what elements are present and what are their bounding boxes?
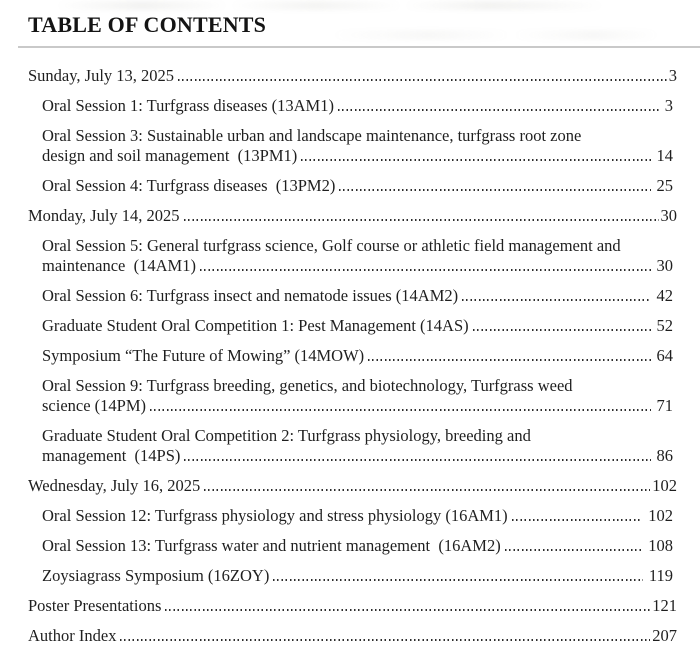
toc-entry-row [42,506,673,526]
toc-entry-row [42,566,673,586]
toc-entry-row [42,396,673,416]
dot-leader [339,189,650,191]
toc-page-number: 64 [656,346,673,365]
toc-entry-row [42,256,673,276]
toc-entry-label: Graduate Student Oral Competition 1: Pest Management (14AS) [42,316,469,335]
toc-page-number: 102 [652,476,677,495]
toc-entry-label: Oral Session 12: Turfgrass physiology and stress physiology (16AM1) [42,506,508,525]
toc-entry-row [42,536,673,556]
toc-entry-row [42,96,673,116]
toc-entry-label: management (14PS) [42,446,181,465]
toc-page-number: 86 [656,446,673,465]
toc-entry-label: Oral Session 6: Turfgrass insect and nematode issues (14AM2) [42,286,459,305]
toc-entry[interactable] [28,536,677,556]
toc-entry[interactable] [28,206,677,226]
dot-leader [505,549,643,551]
toc-entry[interactable] [28,66,677,86]
toc-entry-row [42,146,673,166]
toc-entry-row [28,206,677,226]
dot-leader [204,489,650,491]
toc-entry[interactable] [28,596,677,616]
toc-entry-label: maintenance (14AM1) [42,256,196,275]
toc-page-number: 207 [652,626,677,645]
toc-entry[interactable] [28,476,677,496]
toc-page-number: 52 [656,316,673,335]
toc-entry-row [28,66,677,86]
toc-entry-row [42,176,673,196]
toc-entry-row [28,476,677,496]
toc-entry-label: Sunday, July 13, 2025 [28,66,175,85]
toc-entry-row [42,346,673,366]
toc-entry[interactable] [28,346,677,366]
scan-artifact [55,1,635,10]
toc-page-number: 121 [652,596,677,615]
toc-entry[interactable] [28,126,677,166]
toc-entry-row [28,626,677,646]
dot-leader [368,359,650,361]
toc-entry[interactable] [28,316,677,336]
dot-leader [462,299,650,301]
toc-entry-row [42,316,673,336]
toc-list [28,66,677,646]
toc-entry-label: Oral Session 13: Turfgrass water and nutrient management (16AM2) [42,536,501,555]
dot-leader [150,409,650,411]
toc-entry-row [42,446,673,466]
toc-page-number: 108 [648,536,673,555]
dot-leader [200,269,651,271]
toc-page-number: 14 [656,146,673,165]
toc-entry-label: Symposium “The Future of Mowing” (14MOW) [42,346,365,365]
toc-page-number: 71 [656,396,673,415]
dot-leader [165,609,650,611]
page-title: TABLE OF CONTENTS [28,12,267,37]
toc-entry[interactable] [28,506,677,526]
dot-leader [120,639,650,641]
dot-leader [301,159,650,161]
toc-entry-label: Oral Session 3: Sustainable urban and landscape maintenance, turfgrass root zone [42,126,582,145]
toc-entry-label: Zoysiagrass Symposium (16ZOY) [42,566,270,585]
toc-page-number: 30 [660,206,677,225]
toc-entry[interactable] [28,176,677,196]
toc-entry-label: Oral Session 1: Turfgrass diseases (13AM1) [42,96,334,115]
toc-entry[interactable] [28,426,677,466]
toc-page-number: 102 [648,506,673,525]
toc-entry-label: Poster Presentations [28,596,162,615]
toc-entry[interactable] [28,96,677,116]
toc-entry-label: science (14PM) [42,396,147,415]
toc-page-number: 3 [668,66,677,85]
toc-page-number: 30 [656,256,673,275]
toc-entry-label: Monday, July 14, 2025 [28,206,180,225]
toc-entry-label: design and soil management (13PM1) [42,146,298,165]
toc-page-number: 42 [656,286,673,305]
dot-leader [184,219,659,221]
toc-entry[interactable] [28,286,677,306]
dot-leader [178,79,667,81]
toc-entry-label: Wednesday, July 16, 2025 [28,476,201,495]
toc-page-number: 3 [664,96,673,115]
toc-entry-label: Oral Session 4: Turfgrass diseases (13PM2) [42,176,336,195]
dot-leader [512,519,643,521]
dot-leader [473,329,651,331]
toc-entry-label: Oral Session 9: Turfgrass breeding, genetics, and biotechnology, Turfgrass weed [42,376,573,395]
toc-page-number: 119 [648,566,673,585]
toc-entry[interactable] [28,626,677,646]
toc-entry[interactable] [28,376,677,416]
toc-entry[interactable] [28,566,677,586]
toc-entry-label: Author Index [28,626,117,645]
toc-entry-row [28,596,677,616]
toc-entry-label: Oral Session 5: General turfgrass science, Golf course or athletic field management and [42,236,621,255]
dot-leader [273,579,643,581]
toc-entry-row [42,286,673,306]
dot-leader [338,109,659,111]
toc-entry[interactable] [28,236,677,276]
title-rule [18,46,700,48]
dot-leader [184,459,650,461]
toc-entry-label: Graduate Student Oral Competition 2: Turfgrass physiology, breeding and [42,426,531,445]
toc-page-number: 25 [656,176,673,195]
